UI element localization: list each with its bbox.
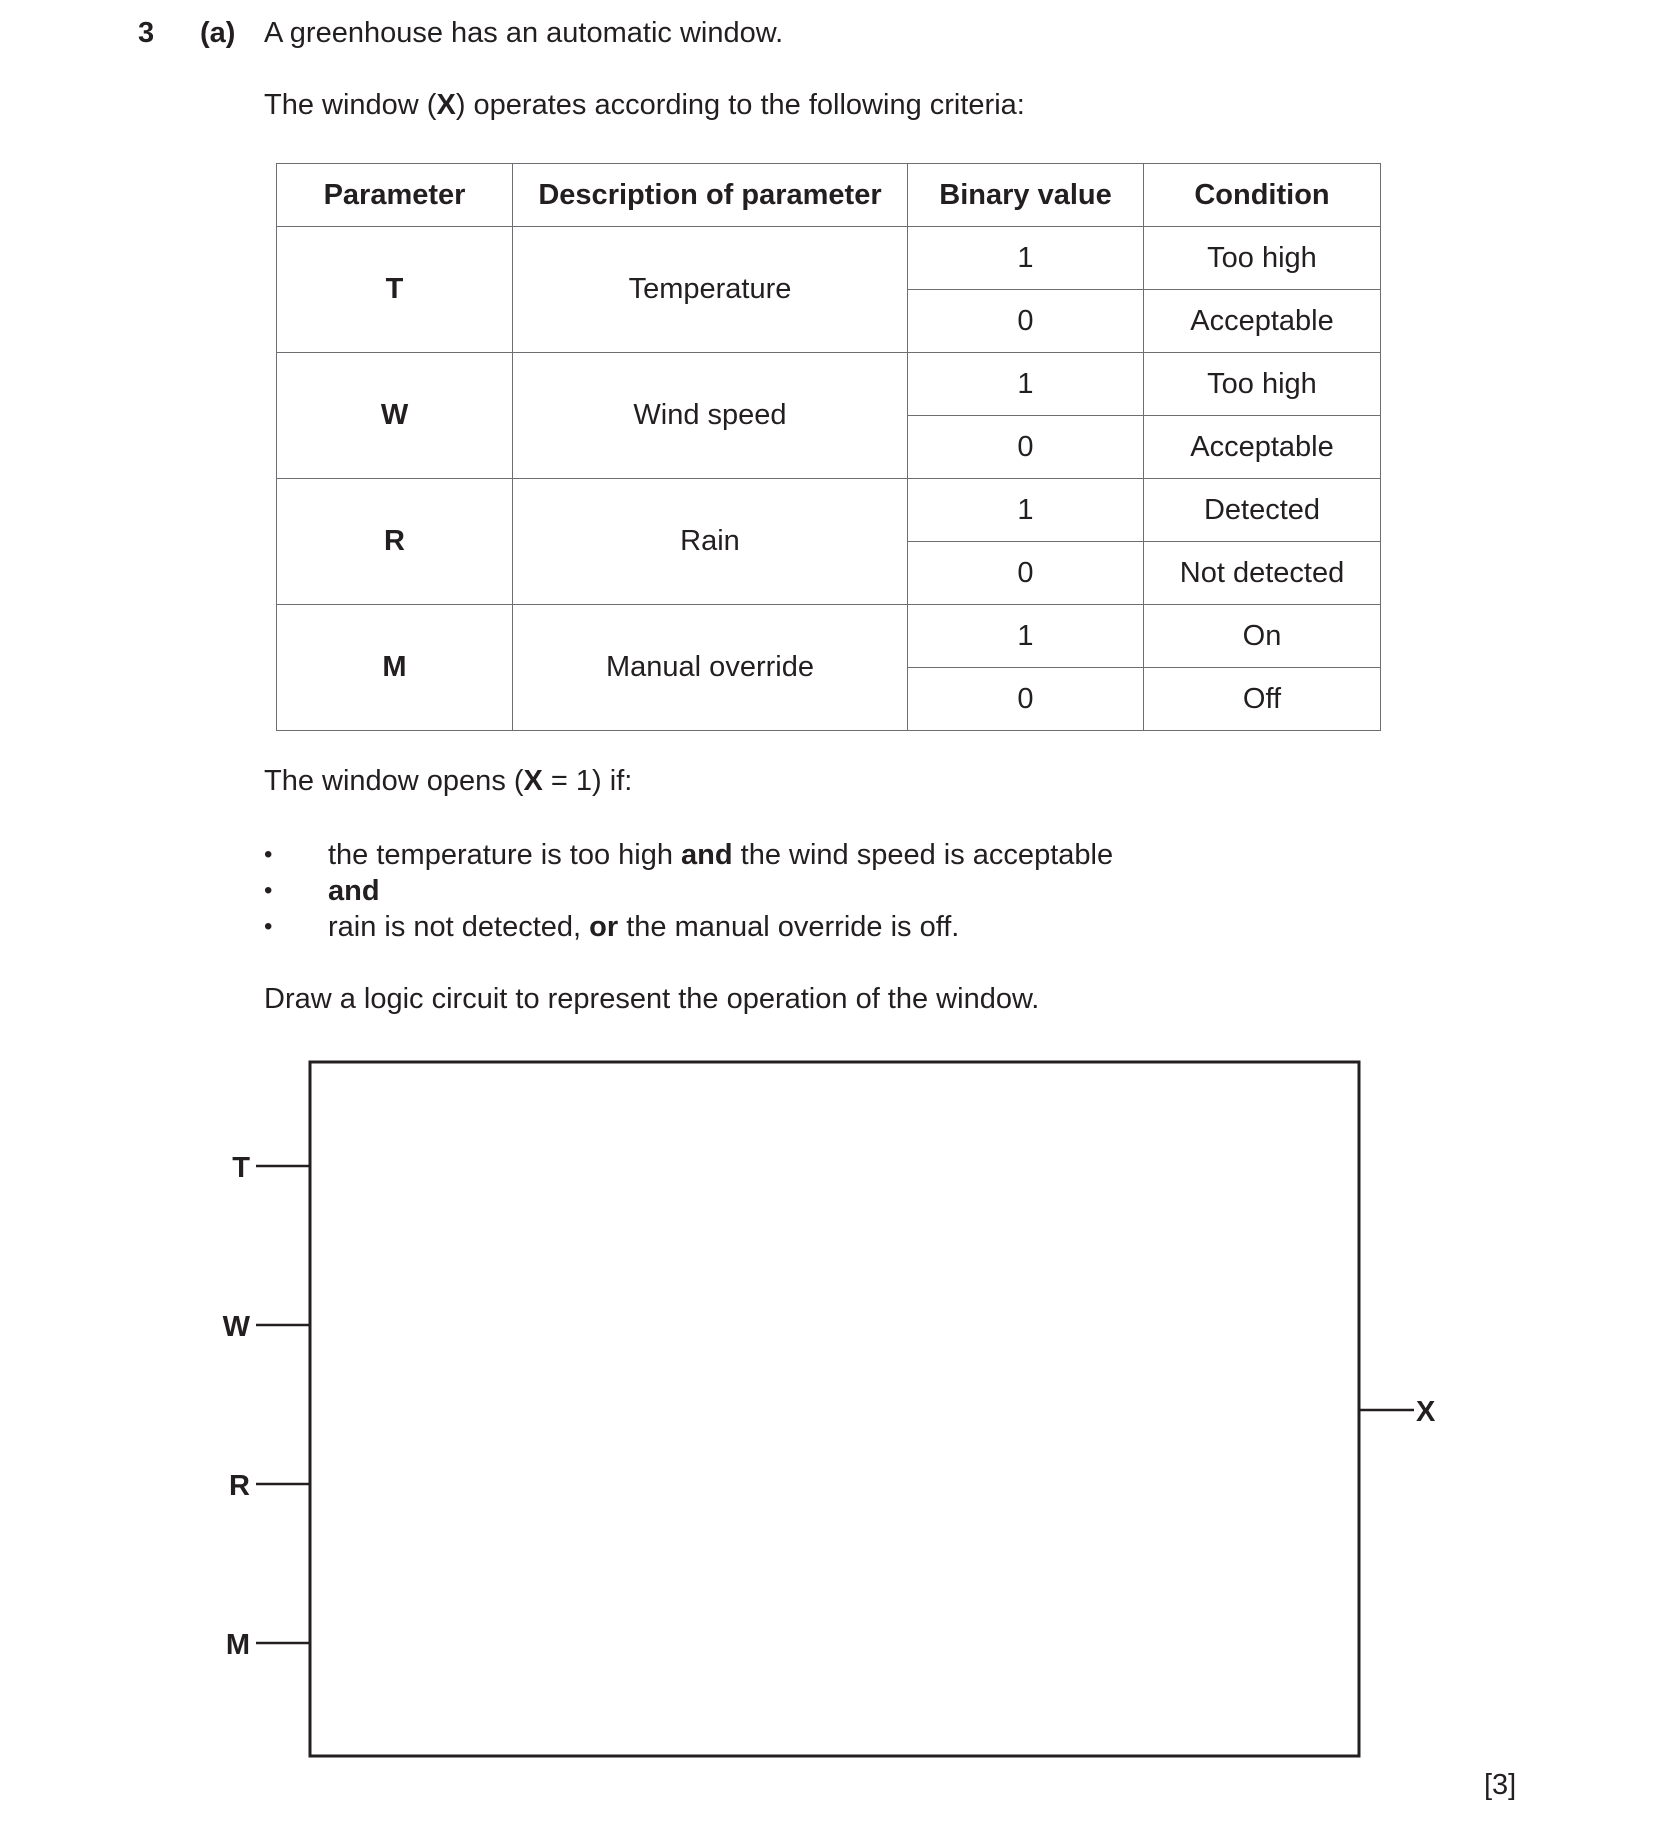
param-cell: R <box>277 479 513 605</box>
condition-cell: Detected <box>1144 479 1381 542</box>
condition-cell: Acceptable <box>1144 416 1381 479</box>
criteria-pre: The window ( <box>264 89 437 121</box>
answer-box[interactable] <box>310 1062 1359 1756</box>
question-intro: A greenhouse has an automatic window. <box>264 17 784 49</box>
instruction: Draw a logic circuit to represent the operation of the window. <box>264 983 1040 1015</box>
output-label-x: X <box>1416 1396 1436 1428</box>
input-label-r: R <box>229 1470 250 1502</box>
condition-cell: Not detected <box>1144 542 1381 605</box>
description-cell: Temperature <box>513 227 908 353</box>
param-cell: M <box>277 605 513 731</box>
bullet-text: rain is not detected, <box>328 911 590 943</box>
header-parameter: Parameter <box>277 164 513 227</box>
param-cell: W <box>277 353 513 479</box>
bullet-text: the temperature is too high <box>328 839 682 871</box>
input-label-t: T <box>232 1152 250 1184</box>
condition-cell: Off <box>1144 668 1381 731</box>
header-binary-value: Binary value <box>908 164 1144 227</box>
condition-cell: Too high <box>1144 227 1381 290</box>
bullet-dot: • <box>264 913 273 940</box>
binary-cell: 0 <box>908 668 1144 731</box>
condition-cell: Too high <box>1144 353 1381 416</box>
binary-cell: 0 <box>908 290 1144 353</box>
bullet-bold: and <box>681 839 733 871</box>
binary-cell: 1 <box>908 227 1144 290</box>
bullet-bold: or <box>589 911 619 943</box>
description-cell: Wind speed <box>513 353 908 479</box>
bullet-dot: • <box>264 841 273 868</box>
param-cell: T <box>277 227 513 353</box>
marks-indicator: [3] <box>1484 1769 1517 1801</box>
binary-cell: 1 <box>908 605 1144 668</box>
bullet-dot: • <box>264 877 273 904</box>
header-description: Description of parameter <box>513 164 908 227</box>
binary-cell: 1 <box>908 353 1144 416</box>
header-condition: Condition <box>1144 164 1381 227</box>
condition-cell: On <box>1144 605 1381 668</box>
opens-bold: X <box>523 765 543 797</box>
opens-pre: The window opens ( <box>264 765 524 797</box>
description-cell: Rain <box>513 479 908 605</box>
bullet-text: the manual override is off. <box>618 911 960 943</box>
input-label-w: W <box>222 1311 250 1343</box>
opens-post: = 1) if: <box>542 765 633 797</box>
binary-cell: 1 <box>908 479 1144 542</box>
input-label-m: M <box>225 1629 250 1661</box>
binary-cell: 0 <box>908 542 1144 605</box>
question-part: (a) <box>200 17 236 49</box>
bullet-text: the wind speed is acceptable <box>732 839 1114 871</box>
criteria-bold: X <box>436 89 456 121</box>
condition-cell: Acceptable <box>1144 290 1381 353</box>
bullet-bold: and <box>328 875 380 907</box>
description-cell: Manual override <box>513 605 908 731</box>
binary-cell: 0 <box>908 416 1144 479</box>
criteria-post: ) operates according to the following criteria: <box>455 89 1025 121</box>
question-number: 3 <box>138 17 155 49</box>
